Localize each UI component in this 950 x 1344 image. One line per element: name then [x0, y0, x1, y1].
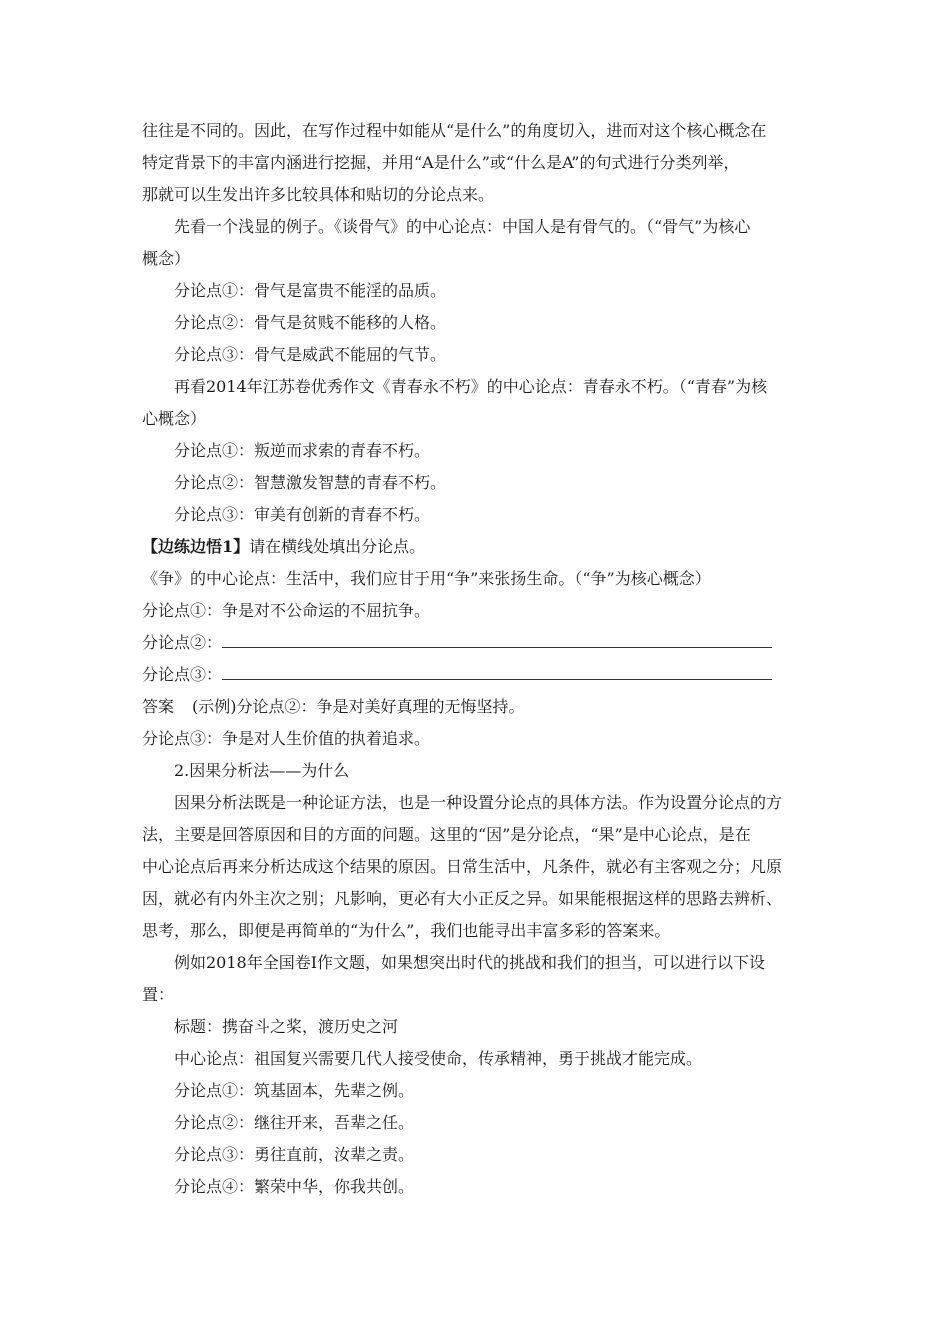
exercise-tag: 【边练边悟1】	[142, 537, 250, 556]
paragraph-line: 中心论点后再来分析达成这个结果的原因。日常生活中，凡条件，就必有主客观之分；凡原	[142, 857, 783, 876]
exercise-point-1: 分论点①：争是对不公命运的不屈抗争。	[142, 601, 431, 620]
answer-label: 答案	[142, 697, 175, 716]
example1-intro: 先看一个浅显的例子。《谈骨气》的中心论点：中国人是有骨气的。（“骨气”为核心	[174, 217, 751, 236]
example1-intro-cont: 概念）	[142, 249, 191, 268]
central-thesis: 中心论点：祖国复兴需要几代人接受使命，传承精神，勇于挑战才能完成。	[174, 1049, 703, 1068]
answer-text: (示例)分论点②：争是对美好真理的无悔坚持。	[192, 697, 525, 716]
sub-point: 分论点③：勇往直前，汝辈之责。	[174, 1145, 415, 1164]
sub-point: 分论点③：骨气是威武不能屈的气节。	[174, 345, 447, 364]
section-heading: 2.因果分析法——为什么	[174, 761, 350, 780]
fill-in-blank[interactable]	[222, 661, 772, 680]
paragraph-line: 那就可以生发出许多比较具体和贴切的分论点来。	[142, 185, 495, 204]
exercise-point-2-label: 分论点②：	[142, 633, 223, 652]
paragraph-line: 因果分析法既是一种论证方法，也是一种设置分论点的具体方法。作为设置分论点的方	[174, 793, 783, 812]
paragraph-line: 往往是不同的。因此，在写作过程中如能从“是什么”的角度切入，进而对这个核心概念在	[142, 121, 767, 140]
example2-intro-cont: 心概念）	[142, 409, 207, 428]
paragraph-line: 思考，那么，即便是再简单的“为什么”，我们也能寻出丰富多彩的答案来。	[142, 921, 671, 940]
sub-point: 分论点②：智慧激发智慧的青春不朽。	[174, 473, 447, 492]
exercise-point-3-label: 分论点③：	[142, 665, 223, 684]
exercise-header	[142, 531, 812, 563]
sub-point: 分论点①：骨气是富贵不能淫的品质。	[174, 281, 447, 300]
exercise-point-3	[142, 659, 812, 691]
paragraph-line: 因，就必有内外主次之别；凡影响，更必有大小正反之异。如果能根据这样的思路去辨析、	[142, 889, 783, 908]
sub-point: 分论点①：叛逆而求索的青春不朽。	[174, 441, 431, 460]
exercise-thesis: 《争》的中心论点：生活中，我们应甘于用“争”来张扬生命。（“争”为核心概念）	[142, 569, 711, 588]
sub-point: 分论点②：继往开来，吾辈之任。	[174, 1113, 415, 1132]
sub-point: 分论点④：繁荣中华，你我共创。	[174, 1177, 415, 1196]
example-intro: 例如2018年全国卷Ⅰ作文题，如果想突出时代的挑战和我们的担当，可以进行以下设	[174, 953, 766, 972]
exercise-point-2	[142, 627, 812, 659]
answer-line-2: 分论点③：争是对人生价值的执着追求。	[142, 729, 431, 748]
example-intro-cont: 置：	[142, 985, 175, 1004]
paragraph-line: 特定背景下的丰富内涵进行挖掘，并用“A是什么”或“什么是A”的句式进行分类列举，	[142, 153, 740, 172]
fill-in-blank[interactable]	[222, 629, 772, 648]
answer-line-1	[142, 691, 812, 723]
sub-point: 分论点①：筑基固本，先辈之例。	[174, 1081, 415, 1100]
sub-point: 分论点②：骨气是贫贱不能移的人格。	[174, 313, 447, 332]
document-page	[142, 115, 812, 1203]
essay-title: 标题：携奋斗之桨，渡历史之河	[174, 1017, 399, 1036]
paragraph-line: 法，主要是回答原因和目的方面的问题。这里的“因”是分论点，“果”是中心论点，是在	[142, 825, 751, 844]
exercise-instruction: 请在横线处填出分论点。	[249, 537, 426, 556]
example2-intro: 再看2014年江苏卷优秀作文《青春永不朽》的中心论点：青春永不朽。（“青春”为核	[174, 377, 768, 396]
sub-point: 分论点③：审美有创新的青春不朽。	[174, 505, 431, 524]
